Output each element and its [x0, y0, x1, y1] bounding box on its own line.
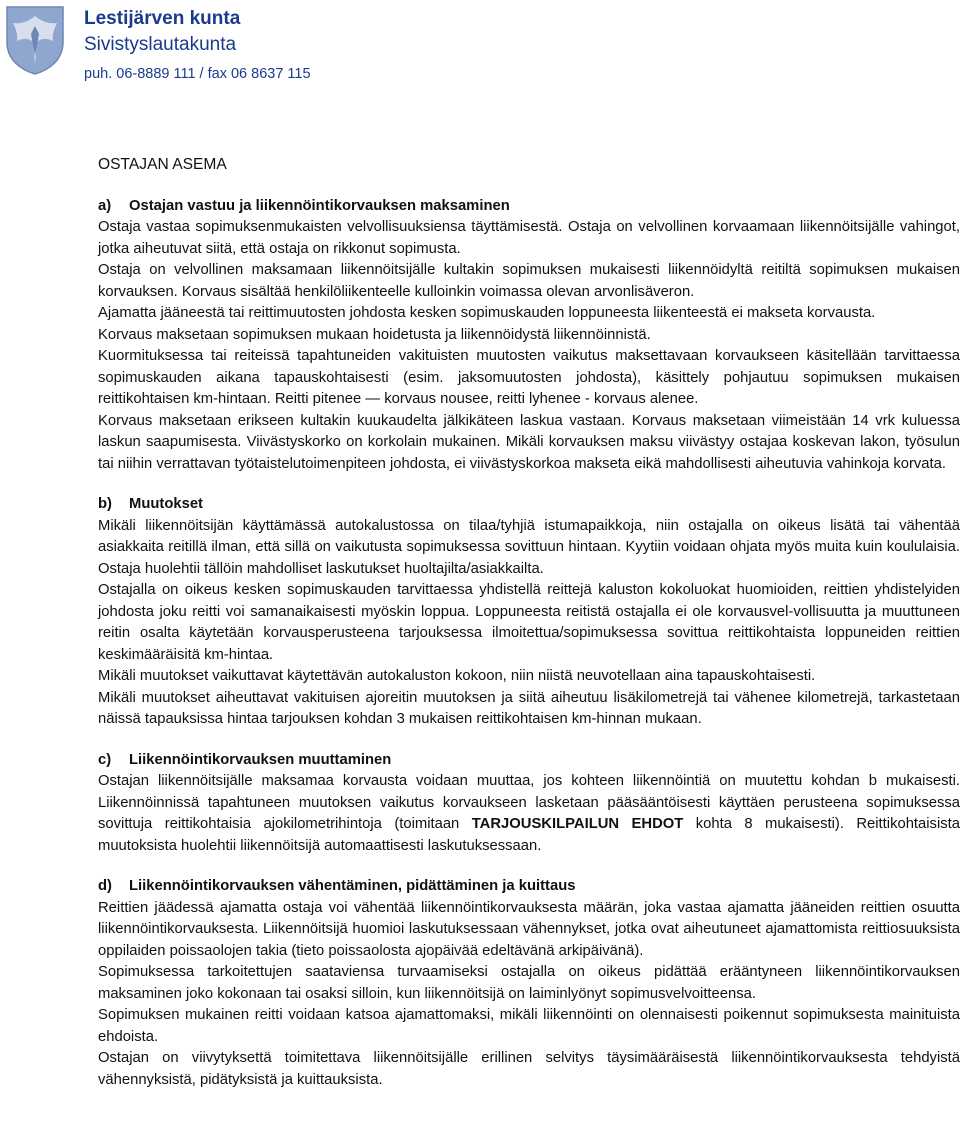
- paragraph: [98, 771, 960, 857]
- section-title: Liikennöintikorvauksen muuttaminen: [129, 751, 392, 768]
- paragraph: Mikäli muutokset aiheuttavat vakituisen ajoreitin muutoksen ja siitä aiheutuu lisäkilometrejä tai vähenee kilometrejä, tarkastetaan näissä tapauksissa hintaa tarjouksen kohdan 3 mukaisen reittikohtaisen km-hinnan mukaan.: [98, 689, 960, 727]
- section-heading: [98, 196, 960, 218]
- section-heading: [98, 750, 960, 772]
- paragraph: Ajamatta jääneestä tai reittimuutosten johdosta kesken sopimuskauden loppuneesta liikenteestä ei makseta korvausta.: [98, 305, 876, 321]
- paragraph: Mikäli liikennöitsijän käyttämässä autokalustossa on tilaa/tyhjiä istumapaikkoja, niin ostajalla on oikeus lisätä tai vähentää asiakkaita reitillä ilman, että sillä on vaikutusta sopimuksessa sovittuun hintaan. Kyytiin voidaan ohjata myös muita kuin koululaisia. Ostaja huolehtii tällöin mahdolliset laskutukset huoltajilta/asiakkailta.: [98, 517, 960, 577]
- paragraph: Ostajan on viivytyksettä toimitettava liikennöitsijälle erillinen selvitys täysimääräisestä liikennöintikorvauksesta tehdyistä vähennyksistä, pidätyksistä ja kuittauksista.: [98, 1050, 960, 1088]
- department-name: Sivistyslautakunta: [84, 34, 237, 55]
- paragraph: Kuormituksessa tai reiteissä tapahtuneiden vakituisten muutosten vaikutus maksettavaan korvaukseen käsitellään tarvittaessa sopimuskauden aikana tapauskohtaisesti (esim. jaksomuutosten johdosta), käsittely pohjautuu sopimuksen mukaisen reittikohtaisen km-hintaan. Reitti pitenee — korvaus nousee, reitti lyhenee - korvaus alenee.: [98, 348, 960, 407]
- section-letter: c): [98, 751, 112, 768]
- section-a: [98, 196, 960, 476]
- contact-info: puh. 06-8889 111 / fax 06 8637 115: [84, 66, 311, 82]
- section-heading: [98, 876, 960, 898]
- paragraph: Reittien jäädessä ajamatta ostaja voi vähentää liikennöintikorvauksesta määrän, joka vastaa ajamatta jääneiden reittien osuutta liikennöintikorvauksesta. Liikennöitsijä huomioi laskutuksessaan vähennykset, jotka ovat aiheutuneet ajamattomista reittiosuuksista oppilaiden poissaolojen takia (tieto poissaolosta ajopäivää edeltävänä arkipäivänä).: [98, 899, 960, 959]
- section-letter: d): [98, 878, 112, 894]
- section-title: Liikennöintikorvauksen vähentäminen, pidättäminen ja kuittaus: [129, 878, 576, 894]
- section-letter: a): [98, 197, 112, 214]
- section-d: [98, 876, 960, 1091]
- document-body: [98, 154, 960, 1110]
- paragraph: Korvaus maksetaan erikseen kultakin kuukaudelta jälkikäteen laskua vastaan. Korvaus maksetaan viimeistään 14 vrk kuluessa laskun saapumisesta. Viivästyskorko on korkolain mukainen. Mikäli korvauksen maksu viivästyy ostajaa koskevan lakon, työsulun tai niihin verrattavan työtaistelutoimenpiteen johdosta, ei viivästyskorkoa makseta eikä mahdollisesti aiheutuvia vahinkoja korvata.: [98, 412, 960, 472]
- section-letter: b): [98, 496, 112, 512]
- paragraph: Ostaja vastaa sopimuksenmukaisten velvollisuuksiensa täyttämisestä. Ostaja on velvollinen korvaamaan liikennöitsijälle vahingot, jotka aiheutuvat siitä, että ostaja on rikkonut sopimusta.: [98, 219, 960, 257]
- document-title: OSTAJAN ASEMA: [98, 156, 227, 173]
- paragraph: Sopimuksen mukainen reitti voidaan katsoa ajamattomaksi, mikäli liikennöinti on olennaisesti poikennut sopimuksesta mainituista ehdoista.: [98, 1007, 960, 1045]
- organization-name: Lestijärven kunta: [84, 8, 241, 29]
- paragraph: Ostajalla on oikeus kesken sopimuskauden tarvittaessa yhdistellä reittejä kaluston kokoluokat huomioiden, reittien yhdistelyiden johdosta joku reitti voi samanaikaisesti myöskin loppua. Loppuneesta reitistä ostajalla ei ole korvausvel-vollisuutta ja muuttuneen reitin osalta käytetään korvausperusteena tarjouksessa ilmoitettua/sopimuksessa sovittua reittikohtaista loppuneiden reittien keskimääräisitä km-hintaa.: [98, 582, 960, 663]
- letterhead: [0, 0, 960, 90]
- section-heading: [98, 494, 960, 516]
- paragraph: Sopimuksessa tarkoitettujen saataviensa turvaamiseksi ostajalla on oikeus pidättää erääntyneen liikennöintikorvauksen maksaminen joko kokonaan tai osaksi silloin, kun liikennöitsijä on laiminlyönyt sopimusvelvoitteensa.: [98, 964, 960, 1002]
- organization-block: [84, 6, 311, 84]
- bold-reference: TARJOUSKILPAILUN EHDOT: [471, 816, 684, 832]
- section-c: [98, 750, 960, 858]
- section-title: Muutokset: [129, 496, 203, 512]
- section-b: [98, 494, 960, 731]
- section-title: Ostajan vastuu ja liikennöintikorvauksen maksaminen: [129, 197, 510, 214]
- paragraph-text: Ostajan liikennöitsijälle maksamaa korvausta voidaan muuttaa, jos kohteen liikennöintiä on muutettu kohdan b mukaisesti. Liikennöinnissä tapahtuneen muutoksen vaikutus korvaukseen lasketaan pääsääntöisesti käyttäen perusteena sopimuksessa sovittuja reittikohtaisia ajokilometrihintoja (toimitaan: [98, 773, 960, 832]
- paragraph-text: kohta 8 mukaisesti). Reittikohtaisista muutoksista huolehtii liikennöitsijä automaattisesti laskutuksessaan.: [98, 816, 960, 854]
- paragraph: Ostaja on velvollinen maksamaan liikennöitsijälle kultakin sopimuksen mukaisesti liikennöidyltä reitiltä sopimuksen mukaisen korvauksen. Korvaus sisältää henkilöliikenteelle kulloinkin voimassa olevan arvonlisäveron.: [98, 262, 960, 300]
- coat-of-arms-icon: [4, 4, 66, 76]
- paragraph: Mikäli muutokset vaikuttavat käytettävän autokaluston kokoon, niin niistä neuvotellaan aina tapauskohtaisesti.: [98, 668, 816, 684]
- paragraph: Korvaus maksetaan sopimuksen mukaan hoidetusta ja liikennöidystä liikennöinnistä.: [98, 326, 651, 343]
